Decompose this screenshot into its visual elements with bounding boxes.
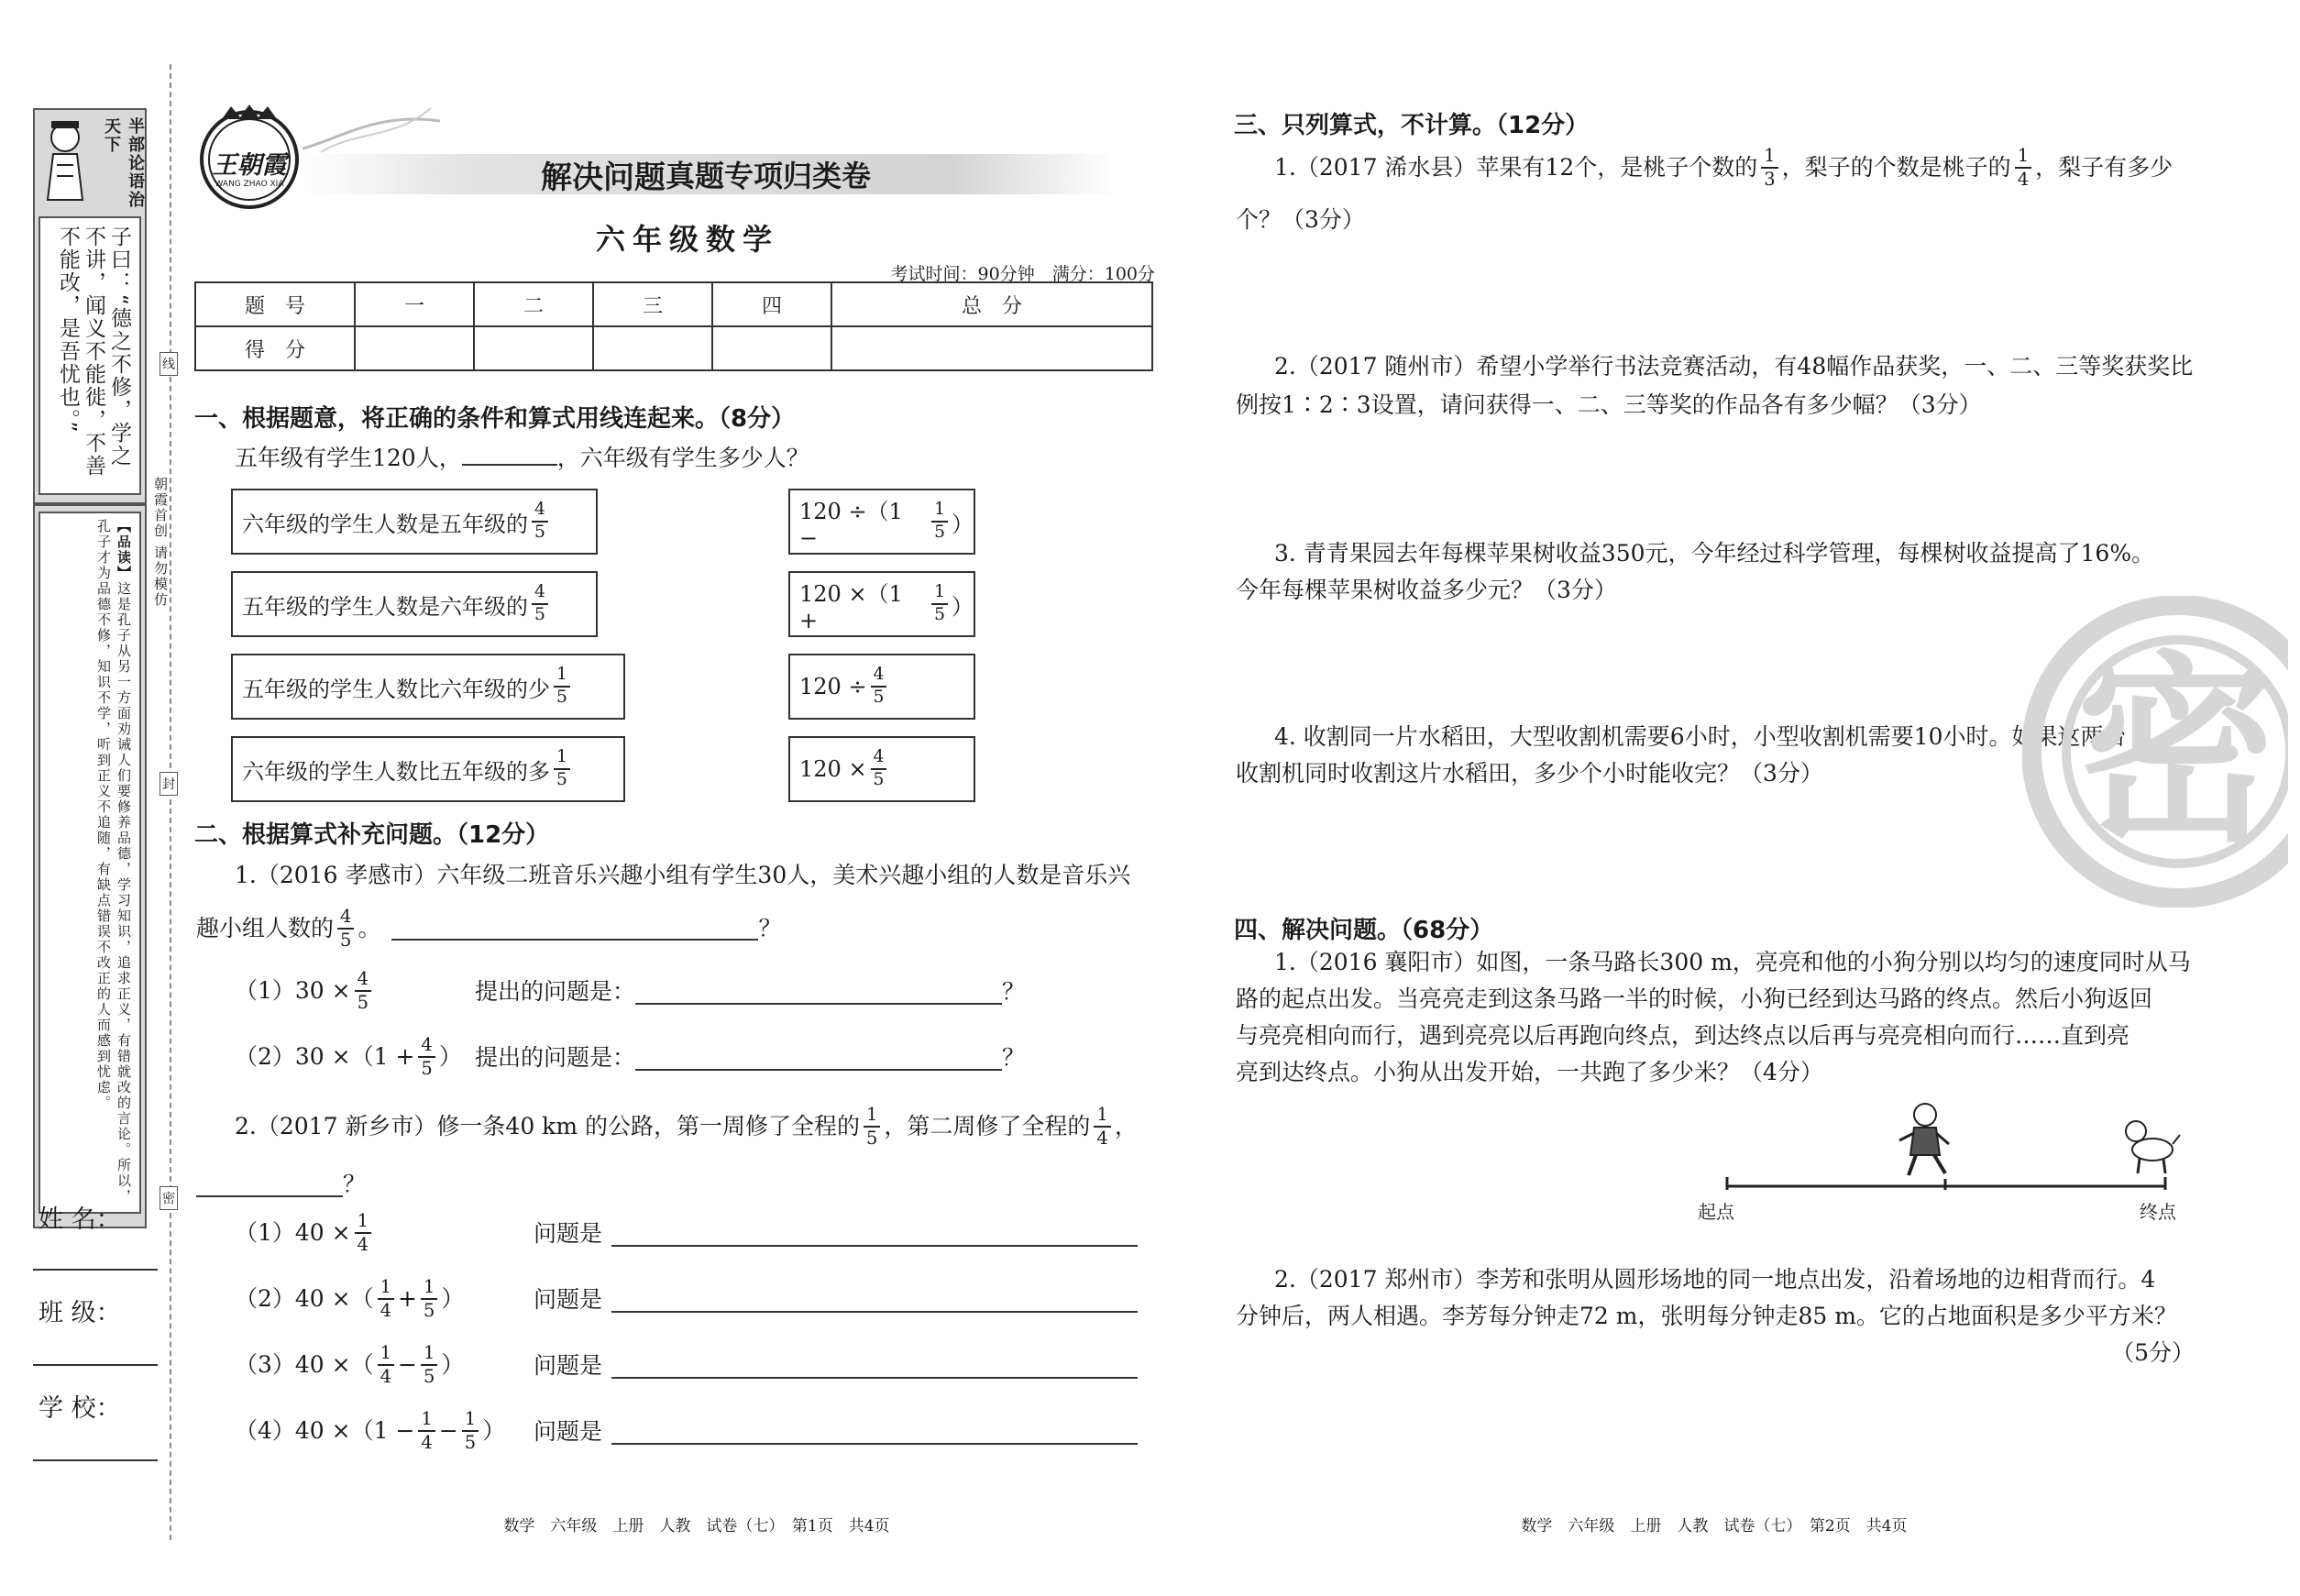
item-fraction [378,1344,394,1385]
fraction-denominator: 5 [357,991,369,1013]
watermark-char: 密 [2075,634,2278,869]
q1-fraction [337,908,354,949]
school-field[interactable] [33,1459,158,1461]
formula-box-4[interactable] [788,736,975,802]
section2-title: 二、根据算式补充问题。（12分） [194,821,550,849]
fraction-denominator: 4 [2017,168,2030,190]
prompt-answer-line[interactable] [635,1046,1002,1071]
road-diagram [1705,1100,2182,1228]
prompt-label: 提出的问题是： [475,978,636,1005]
prompt-answer-line[interactable] [611,1222,1138,1247]
fraction-numerator: 1 [1094,1106,1110,1128]
school-label: 学 校： [39,1394,121,1423]
formula-pre: 120 ÷（1 − [799,498,903,551]
fraction-denominator: 5 [534,523,545,542]
condition-fraction [554,666,570,706]
start-label: 起点 [1698,1201,1734,1223]
prompt-label: 问题是 [534,1220,603,1247]
s2-q2-item2-prompt [534,1282,1138,1318]
fraction-numerator: 1 [2015,147,2031,169]
item-expr: （3）40 ×（ [235,1350,374,1378]
s4-q1-line1: 1.（2016 襄阳市）如图，一条马路长300 m，亮亮和他的小狗分别以均匀的速度同时从马 [1274,949,2191,975]
name-field[interactable] [33,1269,158,1271]
s2-q2-item4-prompt [534,1414,1138,1450]
fraction-denominator: 4 [1096,1127,1108,1149]
side-note: 朝霞首创 请勿模仿 [152,477,169,608]
prompt-answer-line[interactable] [611,1288,1138,1313]
fraction-denominator: 4 [380,1299,392,1321]
fraction-numerator: 1 [864,1106,880,1128]
condition-box-4[interactable] [231,736,625,802]
item-fraction [355,1212,371,1253]
s2-q1-item2 [235,1036,462,1077]
s3-q1-text-b: ，梨子的个数是桃子的 [1781,153,2011,181]
stem-part-a: 五年级有学生120人， [235,445,462,471]
fraction-denominator: 5 [556,688,567,707]
fraction-denominator: 5 [424,1299,435,1321]
section1-stem [235,440,809,477]
name-label: 姓 名： [39,1205,121,1234]
commentary-body: 这是孔子从另一方面劝诫人们要修养品德，学习知识，追求正义，有错就改的言论。所以，孔子才为品德不修，知识不学，听到正义不追随，有缺点错误不改正的人而感到忧虑。 [95,519,132,1205]
fraction-numerator: 1 [462,1410,479,1432]
item-expr: （1）40 × [235,1218,351,1246]
s3-q1-line1 [1274,147,2173,188]
fraction-numerator: 4 [532,501,548,523]
fraction-denominator: 5 [934,605,945,624]
score-label-cell: 得 分 [195,326,355,370]
fraction-denominator: 5 [421,1057,433,1079]
fraction-denominator: 5 [873,688,885,707]
score-header-cell: 题 号 [195,282,355,326]
s4-q2-line1: 2.（2017 郑州市）李芳和张明从圆形场地的同一地点出发，沿着场地的边相背而行。4 [1274,1266,2156,1293]
s2-q2-item2 [235,1278,464,1319]
q2-text-a: 2.（2017 新乡市）修一条40 km 的公路，第一周修了全程的 [235,1112,860,1139]
fraction-numerator: 1 [554,666,570,688]
condition-fraction [554,749,570,788]
s3-q2-line1: 2.（2017 随州市）希望小学举行书法竞赛活动，有48幅作品获奖，一、二、三等奖获奖比 [1274,353,2194,380]
score-cell[interactable] [831,326,1152,370]
q2-answer-blank[interactable] [196,1172,343,1197]
condition-text: 五年级的学生人数是六年级的 [242,593,528,620]
seal-line-mark: 线 [160,352,178,376]
fraction-numerator: 4 [871,666,887,688]
s2-q1-item2-prompt [475,1040,1025,1076]
formula-pre: 120 ÷ [799,674,867,699]
prompt-answer-line[interactable] [611,1420,1138,1445]
s4-q1-line3: 与亮亮相向而行，遇到亮亮以后再跑向终点，到达终点以后再与亮亮相向而行……直到亮 [1236,1022,2130,1049]
section4-title: 四、解决问题。（68分） [1234,917,1494,944]
score-cell[interactable] [355,326,474,370]
section3-title: 三、只列算式，不计算。（12分） [1234,112,1590,139]
item-fraction [355,970,371,1011]
s2-q1-line1: 1.（2016 孝感市）六年级二班音乐兴趣小组有学生30人，美术兴趣小组的人数是音乐兴 [235,862,1131,888]
s3-q4-line2: 收割机同时收割这片水稻田，多少个小时能收完？（3分） [1236,760,1823,787]
s2-q2-item1-prompt [534,1216,1138,1252]
q2-fraction-1 [864,1106,880,1147]
fraction-denominator: 4 [421,1431,433,1453]
score-header-cell: 一 [355,282,474,326]
s3-q4-line1: 4. 收割同一片水稻田，大型收割机需要6小时，小型收割机需要10小时。如果这两台 [1274,723,2127,750]
class-label: 班 级： [39,1299,121,1327]
logo-subtext: WANG ZHAO XIA [215,180,284,189]
q2-text-c: ， [1114,1112,1138,1139]
footer-right: 数学 六年级 上册 人教 试卷（七） 第2页 共4页 [1521,1517,1908,1535]
fraction-numerator: 4 [337,908,354,930]
s4-q2-line2: 分钟后，两人相遇。李芳每分钟走72 m，张明每分钟走85 m。它的占地面积是多少平方米？ [1236,1303,2177,1329]
fraction-numerator: 1 [554,749,570,770]
fraction-numerator: 4 [355,970,371,992]
s3-q1-fraction-1 [1761,147,1777,188]
seal-dashed-line [170,64,171,1540]
formula-fraction [931,501,948,541]
q1-text-b: 。 [358,914,381,941]
s2-q2-item3 [235,1344,464,1385]
score-cell[interactable] [712,326,831,370]
score-header-row [195,282,1152,326]
question-mark: ？ [1002,978,1026,1005]
item-fraction [421,1344,437,1385]
fraction-numerator: 1 [421,1278,437,1300]
prompt-answer-line[interactable] [611,1354,1138,1379]
s4-q1-line2: 路的起点出发。当亮亮走到这条马路一半的时候，小狗已经到达马路的终点。然后小狗返回 [1236,985,2153,1012]
score-header-cell: 三 [593,282,712,326]
prompt-label: 问题是 [534,1352,603,1379]
s2-q2-line1 [235,1106,1138,1147]
fraction-numerator: 1 [421,1344,437,1366]
fraction-numerator: 1 [931,501,948,523]
close-paren: ） [441,1350,465,1378]
condition-fraction [532,501,548,541]
fraction-denominator: 5 [534,605,545,624]
s2-q1-item1-prompt [475,974,1025,1010]
class-field[interactable] [33,1364,158,1366]
question-mark: ？ [758,914,782,941]
s3-q1-text-a: 1.（2017 浠水县）苹果有12个，是桃子个数的 [1274,153,1758,181]
fraction-denominator: 5 [464,1431,477,1453]
item-expr: （2）40 ×（ [235,1284,374,1312]
sidebar-portrait [39,117,92,202]
fraction-numerator: 1 [418,1410,435,1432]
fraction-denominator: 3 [1764,168,1776,190]
op-minus: − [438,1416,458,1444]
title-ribbon [303,103,440,154]
commentary-label: 【品读】 [116,519,132,581]
s2-q2-line2 [196,1166,366,1203]
fraction-numerator: 1 [1761,147,1777,169]
s3-q1-text-c: ，梨子有多少 [2035,153,2173,181]
fraction-numerator: 4 [871,749,887,770]
s2-q1-line2 [196,908,781,949]
footer-left: 数学 六年级 上册 人教 试卷（七） 第1页 共4页 [503,1517,890,1535]
item-fraction [462,1410,479,1451]
boy-figure [1899,1104,1949,1175]
fraction-numerator: 4 [532,584,548,605]
commentary-text [51,519,134,1206]
score-table [194,281,1153,371]
score-header-cell: 四 [712,282,831,326]
formula-post: ） [952,511,974,537]
formula-box-1[interactable] [788,489,975,555]
sidebar [33,108,145,1205]
item-fraction [378,1278,394,1319]
question-mark: ？ [343,1171,367,1197]
fraction-denominator: 4 [380,1365,392,1387]
formula-box-3[interactable] [788,654,975,720]
item-expr: （4）40 ×（1 − [235,1416,415,1444]
condition-box-3[interactable] [231,654,625,720]
q2-text-b: ，第二周修了全程的 [884,1112,1091,1139]
condition-text: 六年级的学生人数比五年级的多 [242,758,550,785]
condition-text: 五年级的学生人数比六年级的少 [242,676,550,702]
s2-q1-item1 [235,970,375,1011]
score-header-cell: 总 分 [831,282,1152,326]
prompt-answer-line[interactable] [635,980,1002,1005]
formula-box-2[interactable] [788,571,975,637]
seal-mid-mark: 封 [160,772,178,796]
title-main: 解决问题 [541,159,666,196]
close-paren: ） [441,1284,465,1312]
condition-box-1[interactable] [231,489,598,555]
item-post: ） [438,1042,462,1070]
dog-figure [2126,1121,2180,1173]
fraction-denominator: 5 [873,770,885,789]
s2-q2-item1 [235,1212,375,1253]
seal-bottom-mark: 密 [160,1186,178,1210]
item-fraction [421,1278,437,1319]
prompt-label: 问题是 [534,1418,603,1445]
fraction-numerator: 1 [355,1212,371,1234]
score-cell[interactable] [474,326,593,370]
condition-fraction [532,584,548,623]
score-cell[interactable] [593,326,712,370]
quote-main: 子曰：“德之不修，学之不讲，闻义不能徙，不善不能改，是吾忧也。” [56,226,131,478]
motto-header: 半部论语治天下 [102,117,145,209]
s4-q1-line4: 亮到达终点。小狗从出发开始，一共跑了多少米？（4分） [1236,1059,1823,1085]
q1-answer-blank[interactable] [391,916,758,941]
s2-q2-item3-prompt [534,1348,1138,1384]
fraction-denominator: 5 [934,523,945,542]
close-paren: ） [482,1416,506,1444]
fraction-numerator: 4 [418,1036,435,1058]
formula-fraction [931,584,948,623]
op-plus: + [398,1284,417,1312]
fraction-denominator: 5 [340,929,352,951]
s3-q1-fraction-2 [2015,147,2031,188]
s2-q2-item4 [235,1410,505,1451]
s3-q3-line2: 今年每棵苹果树收益多少元？（3分） [1236,577,1617,603]
fraction-numerator: 1 [931,584,948,605]
exam-info: 考试时间：90分钟 满分：100分 [890,264,1155,284]
prompt-label: 提出的问题是： [475,1044,636,1071]
s4-q2-line3: （5分） [2111,1339,2195,1366]
op-minus: − [398,1350,417,1378]
stem-blank[interactable] [462,441,557,466]
score-header-cell: 二 [474,282,593,326]
fraction-denominator: 5 [424,1365,435,1387]
q1-text-a: 趣小组人数的 [196,914,335,941]
title-area [541,154,871,194]
question-mark: ？ [1002,1044,1026,1071]
item-fraction [418,1410,435,1451]
stem-part-b: ，六年级有学生多少人？ [556,445,809,471]
formula-pre: 120 ×（1 + [799,580,903,633]
item-fraction [418,1036,435,1077]
fraction-numerator: 1 [378,1278,394,1300]
condition-text: 六年级的学生人数是五年级的 [242,511,528,537]
s3-q3-line1: 3. 青青果园去年每棵苹果树收益350元，今年经过科学管理，每棵树收益提高了16%。 [1274,540,2155,567]
fraction-denominator: 4 [357,1233,369,1255]
section1-title: 一、根据题意，将正确的条件和算式用线连起来。（8分） [194,405,796,433]
end-label: 终点 [2140,1201,2176,1223]
prompt-label: 问题是 [534,1286,603,1313]
item-expr: （1）30 × [235,976,351,1004]
fraction-denominator: 5 [865,1127,878,1149]
fraction-numerator: 1 [378,1344,394,1366]
formula-fraction [871,666,887,706]
logo-text: 王朝霞 [212,151,287,180]
condition-box-2[interactable] [231,571,598,637]
formula-post: ） [952,593,974,620]
score-row [195,326,1152,370]
s3-q1-line2: 个？（3分） [1236,206,1365,233]
s3-q2-line2: 例按1∶2∶3设置，请问获得一、二、三等奖的作品各有多少幅？（3分） [1236,391,1982,418]
formula-fraction [871,749,887,788]
item-expr: （2）30 ×（1 + [235,1042,415,1070]
title-sub: 真题专项归类卷 [666,159,872,193]
formula-pre: 120 × [799,756,867,782]
subject-title: 六年级数学 [595,222,779,257]
fraction-denominator: 5 [556,770,567,789]
q2-fraction-2 [1094,1106,1110,1147]
